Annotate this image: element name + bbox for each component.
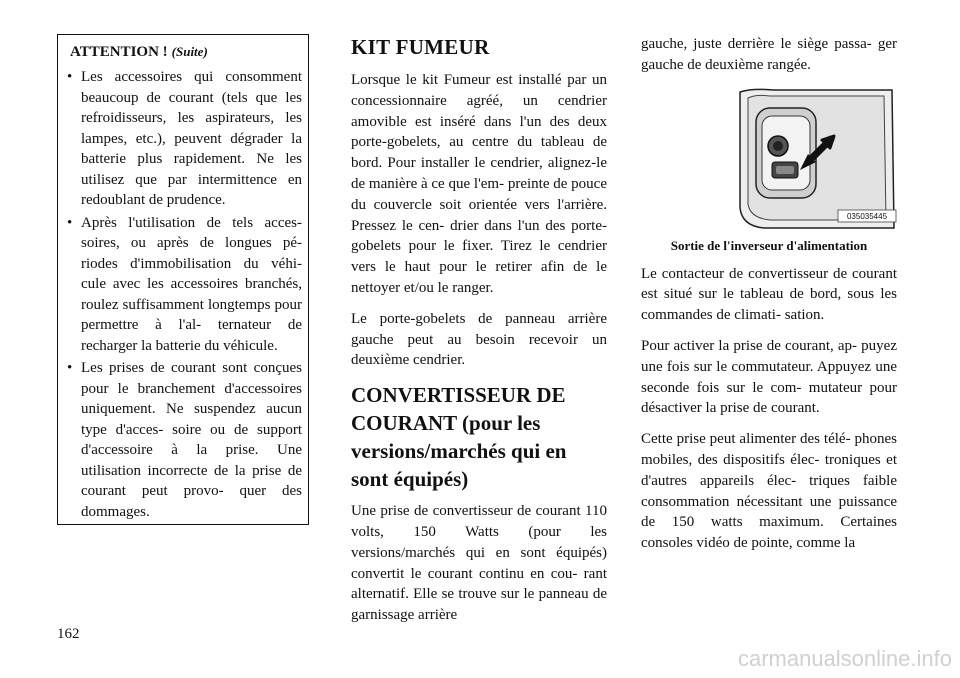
convertisseur-paragraph-3: Pour activer la prise de courant, ap- puyez une fois sur le commutateur. Appuyez une seconde fois sur le com- mutateur pour désactiver la prise de courant. <box>641 337 897 417</box>
column-right <box>641 34 897 564</box>
power-inverter-outlet-image <box>734 88 897 230</box>
warning-item-text: Les prises de courant sont conçues pour le branchement d'accessoires uniquement. Ne suspendez aucun type d'acces- soire ou de support d'accessoire à la prise. Une utilisation incorrecte de la prise de courant peut provo- quer des dommages. <box>81 360 302 520</box>
outlet-illustration <box>734 88 897 230</box>
warning-item-text: Après l'utilisation de tels acces- soires, ou après de longues pé- riodes d'immobilisation du véhi- cule avec les accessoires branchés, roulez suffisamment longtemps pour permettre à l'al- ternateur de recharger la batterie du véhicule. <box>81 214 302 354</box>
warning-item-text: Les accessoires qui consomment beaucoup de courant (tels que les refroidisseurs, les aspirateurs, les lampes, etc.), peuvent dégrader la batterie plus rapidement. Ne les utilisez que par intermittence en redoublant de prudence. <box>81 69 302 208</box>
figure-caption: Sortie de l'inverseur d'alimentation <box>670 237 868 253</box>
warning-item: • Les accessoires qui consomment beaucoup de courant (tels que les refroidisseurs, les aspirateurs, les lampes, etc.), peuvent dégrader la batterie plus rapidement. Ne les utilisez que par intermittence en redoublant de prudence. <box>67 69 302 208</box>
warning-suite: (Suite) <box>171 44 208 59</box>
warning-box <box>57 34 309 525</box>
warning-item: • Les prises de courant sont conçues pour le branchement d'accessoires uniquement. Ne suspendez aucun type d'acces- soire ou de support d'accessoire à la prise. Une utilisation incorrecte de la prise de courant peut provo- quer des dommages. <box>67 360 302 520</box>
watermark: carmanualsonline.info <box>737 646 952 671</box>
kit-fumeur-heading: KIT FUMEUR <box>351 35 490 59</box>
warning-heading <box>70 43 302 61</box>
convertisseur-paragraph-1: Une prise de convertisseur de courant 110 volts, 150 Watts (pour les versions/marchés qui en sont équipés) convertit le courant continu en cou- rant alternatif. Elle se trouve sur le panneau de garnissage arrière <box>351 503 607 624</box>
warning-item: • Après l'utilisation de tels acces- soires, ou après de longues pé- riodes d'immobilisation du véhi- cule avec les accessoires branchés, roulez suffisamment longtemps pour permettre à l'al- ternateur de recharger la batterie du véhicule. <box>67 214 302 354</box>
column-middle <box>351 34 607 636</box>
warning-list <box>66 67 302 522</box>
kit-fumeur-paragraph-1: Lorsque le kit Fumeur est installé par un concessionnaire agréé, un cendrier amovible est inséré dans l'un des deux porte-gobelets, au centre du tableau de bord. Pour installer le cendrier, alignez-le de manière à ce que l'em- preinte de pouce du couvercle soit orientée vers l'arrière. Pressez le cen- drier dans l'un des porte-gobelets pour le fixer. Tirez le cendrier vers le haut pour le retirer afin de le nettoyer et/ou le ranger. <box>351 72 607 296</box>
kit-fumeur-paragraph-2: Le porte-gobelets de panneau arrière gauche peut au besoin recevoir un deuxième cendrier. <box>351 310 607 369</box>
page-number: 162 <box>57 626 80 642</box>
figure-code: 035035445 <box>846 211 888 221</box>
convertisseur-continuation: gauche, juste derrière le siège passa- ger gauche de deuxième rangée. <box>641 36 897 73</box>
convertisseur-paragraph-2: Le contacteur de convertisseur de courant est situé sur le tableau de bord, sous les commandes de climati- sation. <box>641 265 897 324</box>
convertisseur-paragraph-4: Cette prise peut alimenter des télé- phones mobiles, des dispositifs élec- troniques et d'autres appareils élec- triques faible consommation nécessitant une puissance de 150 watts maximum. Certaines consoles vidéo de pointe, comme la <box>641 431 897 552</box>
warning-title: ATTENTION ! <box>70 44 168 60</box>
convertisseur-heading: CONVERTISSEUR DE COURANT (pour les versions/marchés qui en sont équipés) <box>351 383 567 492</box>
